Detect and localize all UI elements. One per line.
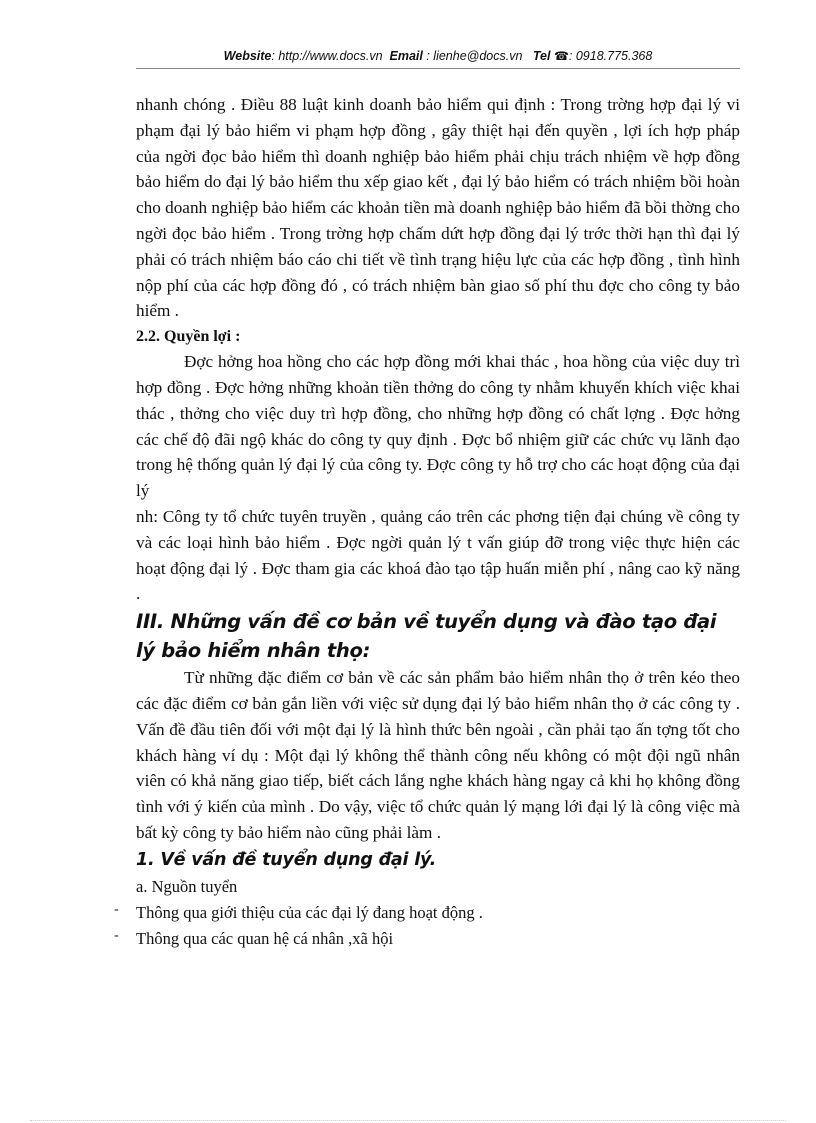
bullet-dash: - bbox=[114, 901, 119, 917]
list-item bbox=[114, 926, 740, 952]
bullet-dash: - bbox=[114, 927, 119, 943]
document-body bbox=[114, 92, 740, 952]
phone-icon: ☎ bbox=[553, 49, 569, 63]
section-heading-1: 1. Về vấn đề tuyển dụng đại lý. bbox=[136, 849, 437, 870]
tel-value: : 0918.775.368 bbox=[568, 49, 653, 63]
website-label: Website bbox=[223, 49, 272, 63]
section-heading-2-2: 2.2. Quyền lợi : bbox=[136, 328, 241, 346]
page-header bbox=[136, 46, 740, 69]
paragraph: Đợc hởng hoa hồng cho các hợp đồng mới khai thác , hoa hồng của việc duy trì hợp đồng . Đợc hởng những khoản tiền thởng do công ty nhằm khuyến khích việc khai thác , thởng cho việc duy trì hợp đồng, cho những hợp đồng có chất lợng . Đợc hởng các chế độ đãi ngộ khác do công ty quy định . Đợc bổ nhiệm giữ các chức vụ lãnh đạo trong hệ thống quản lý đại lý của công ty. Đợc công ty hỗ trợ cho các hoạt động của đại lý bbox=[136, 352, 740, 501]
list-item-text: Thông qua giới thiệu của các đại lý đang hoạt động . bbox=[136, 902, 483, 922]
email-label: Email bbox=[389, 49, 423, 63]
subheading-a: a. Nguồn tuyển bbox=[136, 876, 238, 896]
tel-label: Tel bbox=[532, 49, 551, 63]
email-value: : lienhe@docs.vn bbox=[426, 49, 523, 63]
list-item-text: Thông qua các quan hệ cá nhân ,xã hội bbox=[136, 928, 394, 948]
list-item bbox=[114, 900, 740, 926]
paragraph: Từ những đặc điểm cơ bản về các sản phẩm bảo hiểm nhân thọ ở trên kéo theo các đặc điểm cơ bản gắn liền với việc sử dụng đại lý bảo hiểm nhân thọ ở các công ty . Vấn đề đầu tiên đối với một đại lý là hình thức bên ngoài , cần phải tạo ấn tợng tốt cho khách hàng ví dụ : Một đại lý không thể thành công nếu không có một đội ngũ nhân viên có khả năng giao tiếp, biết cách lắng nghe khách hàng ngay cả khi họ không đồng tình với ý kiến của mình . Do vậy, việc tổ chức quản lý mạng lới đại lý là công việc mà bất kỳ công ty bảo hiểm nào cũng phải làm . bbox=[136, 668, 740, 842]
page-bottom-divider bbox=[30, 1120, 786, 1121]
paragraph: nhanh chóng . Điều 88 luật kinh doanh bảo hiểm qui định : Trong trờng hợp đại lý vi phạm đại lý bảo hiểm vi phạm hợp đồng , gây thiệt hại đến quyền , lợi ích hợp pháp của ngời đọc bảo hiểm thì doanh nghiệp bảo hiểm phải chịu trách nhiệm về hợp đồng bảo hiểm do đại lý bảo hiểm thu xếp giao kết , đại lý bảo hiểm có trách nhiệm bồi hoàn cho doanh nghiệp bảo hiểm các khoản tiền mà doanh nghiệp bảo hiểm đã bồi thờng cho ngời đọc bảo hiểm . Trong trờng hợp chấm dứt hợp đồng đại lý trớc thời hạn thì đại lý phải có trách nhiệm báo cáo chi tiết về tình trạng hiệu lực của các hợp đồng , tình hình nộp phí của các hợp đồng đó , có trách nhiệm bàn giao số phí thu đợc cho công ty bảo hiểm . bbox=[136, 95, 740, 321]
paragraph: nh: Công ty tổ chức tuyên truyền , quảng cáo trên các phơng tiện đại chúng về công ty và các loại hình bảo hiểm . Đợc ngời quản lý t vấn giúp đỡ trong việc thực hiện các hoạt động đại lý . Đợc tham gia các khoá đào tạo tập huấn miễn phí , nâng cao kỹ năng . bbox=[136, 506, 740, 604]
website-value: : http://www.docs.vn bbox=[271, 49, 383, 63]
section-heading-III: III. Những vấn đề cơ bản về tuyển dụng và đào tạo đại lý bảo hiểm nhân thọ: bbox=[136, 610, 717, 663]
